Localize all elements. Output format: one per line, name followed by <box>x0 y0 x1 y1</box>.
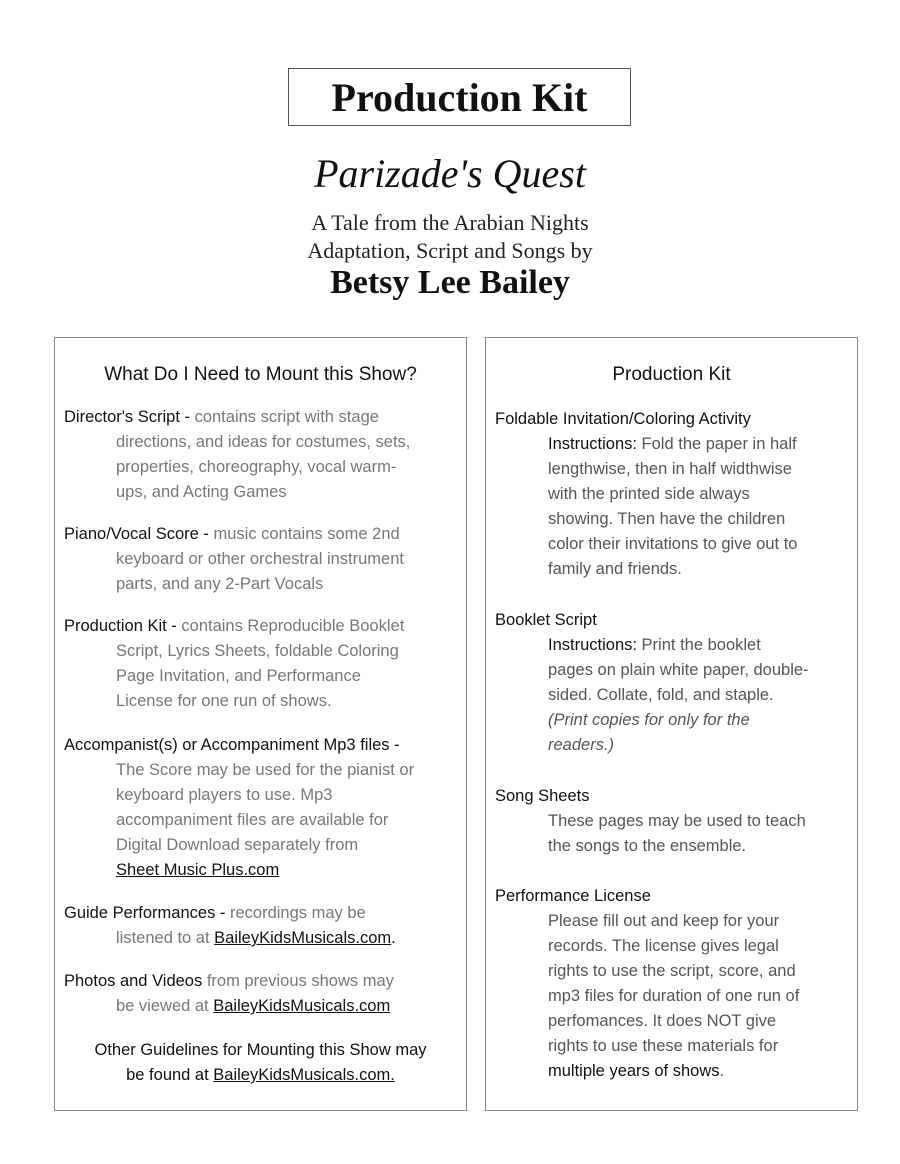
entry-line: showing. Then have the children <box>548 510 786 528</box>
entry-line: The Score may be used for the pianist or <box>116 761 415 779</box>
entry-line: family and friends. <box>548 560 682 578</box>
production-kit-title: Production Kit <box>288 68 631 126</box>
directors-script-entry <box>64 405 456 505</box>
entry-line: These pages may be used to teach <box>548 812 806 830</box>
entry-line: sided. Collate, fold, and staple. <box>548 686 774 704</box>
invitation-entry <box>495 407 849 582</box>
accompanist-entry <box>64 733 456 883</box>
entry-text: Fold the paper in half <box>636 435 797 453</box>
entry-line: rights to use the script, score, and <box>548 962 796 980</box>
subtitle-line-2: Adaptation, Script and Songs by <box>307 238 593 263</box>
other-guidelines <box>55 1038 466 1088</box>
production-kit-heading: Production Kit <box>612 364 731 385</box>
entry-text: contains script with stage <box>190 408 379 426</box>
entry-line: mp3 files for duration of one run of <box>548 987 800 1005</box>
instructions-label: Instructions: <box>548 435 637 453</box>
entry-line: keyboard players to use. Mp3 <box>116 786 333 804</box>
entry-text: from previous shows may <box>202 972 394 990</box>
entry-line: ups, and Acting Games <box>116 483 287 501</box>
entry-text: recordings may be <box>225 904 366 922</box>
bailey-kids-musicals-link[interactable]: BaileyKidsMusicals.com <box>214 929 392 947</box>
author-name: Betsy Lee Bailey <box>330 264 570 301</box>
entry-line: Please fill out and keep for your <box>548 912 780 930</box>
entry-label: Director's Script - <box>64 408 190 426</box>
entry-line: rights to use these materials for <box>548 1037 779 1055</box>
entry-label: Production Kit - <box>64 617 177 635</box>
entry-line: keyboard or other orchestral instrument <box>116 550 404 568</box>
entry-line: color their invitations to give out to <box>548 535 798 553</box>
entry-line: Page Invitation, and Performance <box>116 667 361 685</box>
other-guidelines-line: Other Guidelines for Mounting this Show may <box>94 1041 427 1059</box>
entry-line: lengthwise, then in half widthwise <box>548 460 792 478</box>
show-title: Parizade's Quest <box>314 151 586 196</box>
song-sheets-entry <box>495 784 849 859</box>
photos-videos-entry <box>64 969 456 1019</box>
entry-title: Song Sheets <box>495 787 590 805</box>
piano-vocal-score-entry <box>64 522 456 597</box>
guide-performances-entry <box>64 901 456 951</box>
performance-license-entry <box>495 884 849 1084</box>
entry-line: properties, choreography, vocal warm- <box>116 458 397 476</box>
entry-line: Script, Lyrics Sheets, foldable Coloring <box>116 642 399 660</box>
production-kit-entry <box>64 614 456 714</box>
entry-label: Accompanist(s) or Accompaniment Mp3 files - <box>64 736 400 754</box>
entry-line: the songs to the ensemble. <box>548 837 747 855</box>
entry-line: Digital Download separately from <box>116 836 359 854</box>
production-kit-box <box>485 337 858 1111</box>
entry-line: accompaniment files are available for <box>116 811 389 829</box>
entry-label: Photos and Videos <box>64 972 203 990</box>
entry-note: readers.) <box>548 736 615 754</box>
requirements-box <box>54 337 467 1111</box>
entry-label: Piano/Vocal Score - <box>64 525 209 543</box>
entry-line: pages on plain white paper, double- <box>548 661 809 679</box>
entry-title: Foldable Invitation/Coloring Activity <box>495 410 751 428</box>
entry-text: . <box>391 929 396 947</box>
entry-title: Performance License <box>495 887 651 905</box>
entry-line: parts, and any 2-Part Vocals <box>116 575 324 593</box>
entry-line: records. The license gives legal <box>548 937 779 955</box>
bailey-kids-musicals-link[interactable]: BaileyKidsMusicals.com <box>213 997 391 1015</box>
entry-title: Booklet Script <box>495 611 597 629</box>
booklet-script-entry <box>495 608 849 758</box>
emphasis-text: multiple years of shows <box>548 1062 720 1080</box>
entry-text: . <box>719 1062 725 1080</box>
entry-note: (Print copies for only for the <box>548 711 750 729</box>
entry-text: be viewed at <box>116 997 214 1015</box>
subtitle-line-1: A Tale from the Arabian Nights <box>311 210 589 235</box>
requirements-heading: What Do I Need to Mount this Show? <box>104 364 417 385</box>
other-guidelines-text: be found at <box>126 1066 214 1084</box>
entry-line: License for one run of shows. <box>116 692 332 710</box>
entry-label: Guide Performances - <box>64 904 226 922</box>
entry-text: listened to at <box>116 929 215 947</box>
entry-line: with the printed side always <box>548 485 750 503</box>
entry-text: music contains some 2nd <box>208 525 400 543</box>
sheet-music-plus-link[interactable]: Sheet Music Plus.com <box>116 861 280 879</box>
entry-text: contains Reproducible Booklet <box>176 617 405 635</box>
bailey-kids-musicals-link[interactable]: BaileyKidsMusicals.com. <box>213 1066 395 1084</box>
entry-line: directions, and ideas for costumes, sets, <box>116 433 411 451</box>
instructions-label: Instructions: <box>548 636 637 654</box>
entry-text: Print the booklet <box>636 636 761 654</box>
entry-line: perfomances. It does NOT give <box>548 1012 777 1030</box>
